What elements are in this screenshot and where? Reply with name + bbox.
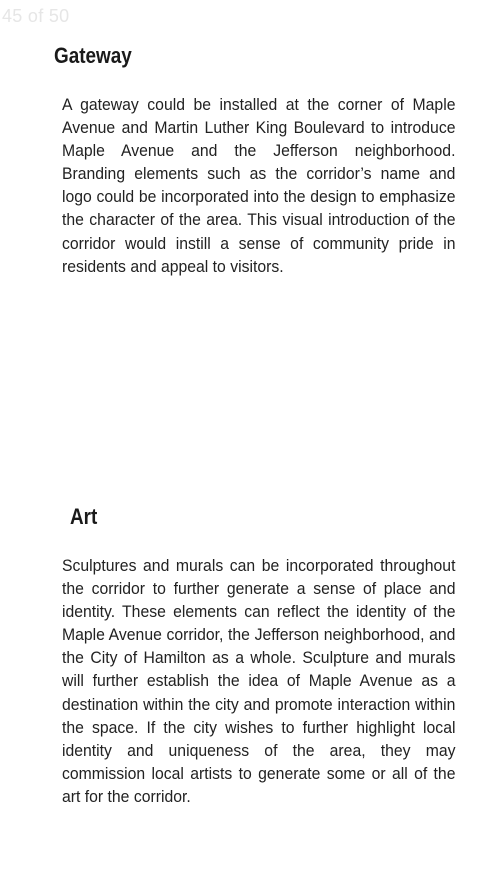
gateway-heading: Gateway xyxy=(54,43,132,68)
page-counter: 45 of 50 xyxy=(2,6,70,26)
gateway-paragraph: A gateway could be installed at the corner of Maple Avenue and Martin Luther King Boulevard to introduce Maple Avenue and the Jefferson neighborhood. Branding elements such as the corridor’s name and logo could be incorporated into the design to emphasize the character of the area. This visual introduction of the corridor would instill a sense of community pride in residents and appeal to visitors. xyxy=(62,96,456,276)
art-paragraph: Sculptures and murals can be incorporated throughout the corridor to further generate a sense of place and identity. These elements can reflect the identity of the Maple Avenue corridor, the Jefferson neighborhood, and the City of Hamilton as a whole. Sculpture and murals will further establish the idea of Maple Avenue as a destination within the city and promote interaction within the space. If the city wishes to further highlight local identity and uniqueness of the area, they may commission local artists to generate some or all of the art for the corridor. xyxy=(62,557,456,806)
art-heading: Art xyxy=(70,504,98,529)
